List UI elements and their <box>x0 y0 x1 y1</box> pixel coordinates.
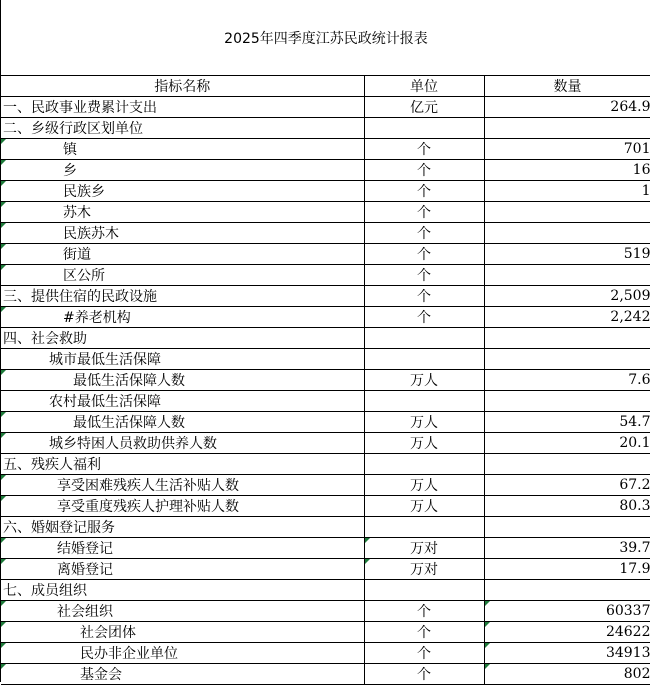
table-row <box>1 286 650 307</box>
unit-cell[interactable] <box>364 349 484 370</box>
table-row <box>1 496 650 517</box>
quantity-cell[interactable]: 16 <box>484 160 650 181</box>
table-row <box>1 223 650 244</box>
unit-cell[interactable]: 个 <box>364 307 484 328</box>
table-row <box>1 160 650 181</box>
quantity-cell[interactable] <box>484 223 650 244</box>
unit-cell[interactable]: 个 <box>364 244 484 265</box>
unit-cell[interactable]: 亿元 <box>364 97 484 118</box>
table-row <box>1 412 650 433</box>
unit-cell[interactable]: 个 <box>364 286 484 307</box>
quantity-cell[interactable]: 2,242 <box>484 307 650 328</box>
indicator-name[interactable]: 街道 <box>1 244 364 265</box>
table-row <box>1 118 650 139</box>
quantity-cell[interactable]: 39.7 <box>484 538 650 559</box>
table-row <box>1 265 650 286</box>
table-row <box>1 391 650 412</box>
indicator-name[interactable]: 三、提供住宿的民政设施 <box>1 286 364 307</box>
table-row <box>1 328 650 349</box>
table-row <box>1 244 650 265</box>
indicator-name[interactable]: 五、残疾人福利 <box>1 454 364 475</box>
indicator-name[interactable]: 社会团体 <box>1 622 364 643</box>
indicator-name[interactable]: 民办非企业单位 <box>1 643 364 664</box>
statistics-table <box>1 75 650 685</box>
indicator-name[interactable]: 民族苏木 <box>1 223 364 244</box>
table-row <box>1 454 650 475</box>
table-row <box>1 202 650 223</box>
quantity-cell[interactable]: 54.7 <box>484 412 650 433</box>
indicator-name[interactable]: 最低生活保障人数 <box>1 412 364 433</box>
quantity-cell[interactable]: 24622 <box>484 622 650 643</box>
indicator-name[interactable]: 一、民政事业费累计支出 <box>1 97 364 118</box>
quantity-cell[interactable] <box>484 202 650 223</box>
indicator-name[interactable]: 农村最低生活保障 <box>1 391 364 412</box>
header-quantity[interactable]: 数量 <box>484 76 650 97</box>
quantity-cell[interactable]: 701 <box>484 139 650 160</box>
indicator-name[interactable]: 区公所 <box>1 265 364 286</box>
quantity-cell[interactable]: 519 <box>484 244 650 265</box>
unit-cell[interactable]: 个 <box>364 202 484 223</box>
unit-cell[interactable] <box>364 118 484 139</box>
quantity-cell[interactable] <box>484 118 650 139</box>
table-row <box>1 475 650 496</box>
quantity-cell[interactable] <box>484 349 650 370</box>
quantity-cell[interactable]: 2,509 <box>484 286 650 307</box>
quantity-cell[interactable]: 1 <box>484 181 650 202</box>
header-indicator-name[interactable]: 指标名称 <box>1 76 364 97</box>
indicator-name[interactable]: 离婚登记 <box>1 559 364 580</box>
indicator-name[interactable]: 民族乡 <box>1 181 364 202</box>
table-row <box>1 307 650 328</box>
quantity-cell[interactable] <box>484 580 650 601</box>
header-unit[interactable]: 单位 <box>364 76 484 97</box>
quantity-cell[interactable]: 34913 <box>484 643 650 664</box>
quantity-cell[interactable]: 802 <box>484 664 650 685</box>
unit-cell[interactable]: 万对 <box>364 538 484 559</box>
quantity-cell[interactable]: 60337 <box>484 601 650 622</box>
quantity-cell[interactable]: 67.2 <box>484 475 650 496</box>
quantity-cell[interactable]: 17.9 <box>484 559 650 580</box>
table-row <box>1 370 650 391</box>
unit-cell[interactable]: 万人 <box>364 496 484 517</box>
indicator-name[interactable]: 结婚登记 <box>1 538 364 559</box>
indicator-name[interactable]: 七、成员组织 <box>1 580 364 601</box>
unit-cell[interactable]: 个 <box>364 160 484 181</box>
quantity-cell[interactable]: 20.1 <box>484 433 650 454</box>
unit-cell[interactable] <box>364 391 484 412</box>
indicator-name[interactable]: #养老机构 <box>1 307 364 328</box>
indicator-name[interactable]: 城乡特困人员救助供养人数 <box>1 433 364 454</box>
unit-cell[interactable] <box>364 328 484 349</box>
quantity-cell[interactable]: 264.9 <box>484 97 650 118</box>
unit-cell[interactable] <box>364 580 484 601</box>
table-row <box>1 538 650 559</box>
unit-cell[interactable]: 个 <box>364 265 484 286</box>
unit-cell[interactable]: 个 <box>364 601 484 622</box>
table-row <box>1 433 650 454</box>
quantity-cell[interactable] <box>484 328 650 349</box>
table-row <box>1 622 650 643</box>
indicator-name[interactable]: 城市最低生活保障 <box>1 349 364 370</box>
indicator-name[interactable]: 六、婚姻登记服务 <box>1 517 364 538</box>
table-row <box>1 601 650 622</box>
table-row <box>1 559 650 580</box>
table-row <box>1 139 650 160</box>
unit-cell[interactable]: 个 <box>364 139 484 160</box>
indicator-name[interactable]: 享受重度残疾人护理补贴人数 <box>1 496 364 517</box>
quantity-cell[interactable]: 80.3 <box>484 496 650 517</box>
unit-cell[interactable] <box>364 517 484 538</box>
unit-cell[interactable]: 万人 <box>364 412 484 433</box>
quantity-cell[interactable]: 7.6 <box>484 370 650 391</box>
indicator-name[interactable]: 镇 <box>1 139 364 160</box>
indicator-name[interactable]: 二、乡级行政区划单位 <box>1 118 364 139</box>
indicator-name[interactable]: 最低生活保障人数 <box>1 370 364 391</box>
unit-cell[interactable]: 万对 <box>364 559 484 580</box>
table-row <box>1 664 650 685</box>
unit-cell[interactable]: 万人 <box>364 370 484 391</box>
unit-cell[interactable]: 万人 <box>364 433 484 454</box>
unit-cell[interactable]: 个 <box>364 181 484 202</box>
quantity-cell[interactable] <box>484 517 650 538</box>
indicator-name[interactable]: 社会组织 <box>1 601 364 622</box>
quantity-cell[interactable] <box>484 391 650 412</box>
indicator-name[interactable]: 享受困难残疾人生活补贴人数 <box>1 475 364 496</box>
unit-cell[interactable]: 个 <box>364 622 484 643</box>
unit-cell[interactable]: 个 <box>364 643 484 664</box>
table-row <box>1 349 650 370</box>
unit-cell[interactable] <box>364 454 484 475</box>
indicator-name[interactable]: 乡 <box>1 160 364 181</box>
quantity-cell[interactable] <box>484 454 650 475</box>
unit-cell[interactable]: 个 <box>364 664 484 685</box>
table-row <box>1 517 650 538</box>
report-title: 2025年四季度江苏民政统计报表 <box>224 31 428 47</box>
table-row <box>1 643 650 664</box>
indicator-name[interactable]: 苏木 <box>1 202 364 223</box>
table-row <box>1 580 650 601</box>
quantity-cell[interactable] <box>484 265 650 286</box>
header-row <box>1 76 650 97</box>
indicator-name[interactable]: 四、社会救助 <box>1 328 364 349</box>
table-row <box>1 181 650 202</box>
table-row <box>1 97 650 118</box>
indicator-name[interactable]: 基金会 <box>1 664 364 685</box>
unit-cell[interactable]: 万人 <box>364 475 484 496</box>
unit-cell[interactable]: 个 <box>364 223 484 244</box>
